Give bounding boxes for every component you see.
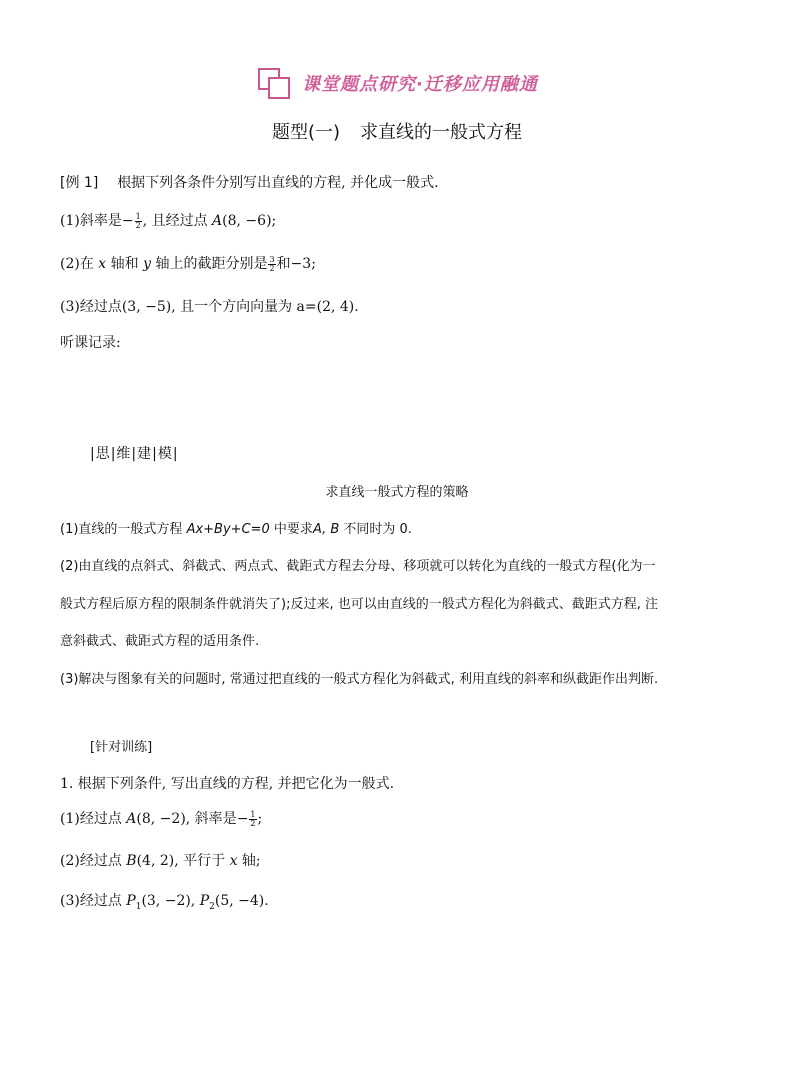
notes-label: 听课记录:	[60, 335, 121, 351]
modeling-point-3: (3)解决与图象有关的问题时, 常通过把直线的一般式方程化为斜截式, 利用直线的斜率和纵截距作出判断.	[60, 672, 659, 687]
modeling-tag: |思|维|建|模|	[90, 446, 179, 462]
overlapping-squares-icon	[256, 66, 292, 100]
modeling-point-2-line3: 意斜截式、截距式方程的适用条件.	[60, 634, 260, 649]
practice-item-3: (3)经过点 $P_1(3$, −2), $P_2(5$, −4).	[60, 893, 269, 912]
example-item-1: (1)斜率是− $\frac{1}{2}$ , 且经过点 A(8, −6);	[60, 211, 277, 230]
example-item-3: (3)经过点(3, −5), 且一个方向向量为 a=(2, 4).	[60, 299, 359, 315]
fraction: $\frac{3}{2}$	[269, 254, 275, 273]
practice-item-1: (1)经过点 A(8, −2), 斜率是− $\frac{1}{2}$ ;	[60, 809, 263, 828]
modeling-point-1: (1)直线的一般式方程 Ax+By+C=0 中要求A, B 不同时为 0.	[60, 522, 412, 537]
section-title	[0, 118, 794, 144]
example-intro	[60, 172, 439, 192]
example-intro-text: 根据下列各条件分别写出直线的方程, 并化成一般式.	[117, 175, 439, 191]
modeling-point-2-line1: (2)由直线的点斜式、斜截式、两点式、截距式方程去分母、移项就可以转化为直线的一般式方程(化为一	[60, 559, 656, 574]
example-label: [例 1]	[60, 175, 99, 191]
section-banner	[256, 66, 538, 100]
practice-label: [针对训练]	[90, 740, 153, 755]
section-title-topic: 求直线的一般式方程	[360, 122, 523, 143]
example-item-2: (2)在 x 轴和 y 轴上的截距分别是 $\frac{3}{2}$ 和−3;	[60, 254, 316, 273]
practice-item-2: (2)经过点 B(4, 2), 平行于 x 轴;	[60, 853, 261, 869]
practice-question: 1. 根据下列条件, 写出直线的方程, 并把它化为一般式.	[60, 776, 395, 792]
banner-text: 课堂题点研究·迁移应用融通	[302, 74, 538, 95]
fraction: $\frac{1}{2}$	[250, 809, 256, 828]
section-title-type: 题型(一)	[271, 122, 341, 143]
modeling-point-2-line2: 般式方程后原方程的限制条件就消失了);反过来, 也可以由直线的一般式方程化为斜截式、截距式方程, 注	[60, 597, 658, 612]
fraction: $\frac{1}{2}$	[135, 211, 141, 230]
modeling-title: 求直线一般式方程的策略	[325, 485, 469, 500]
